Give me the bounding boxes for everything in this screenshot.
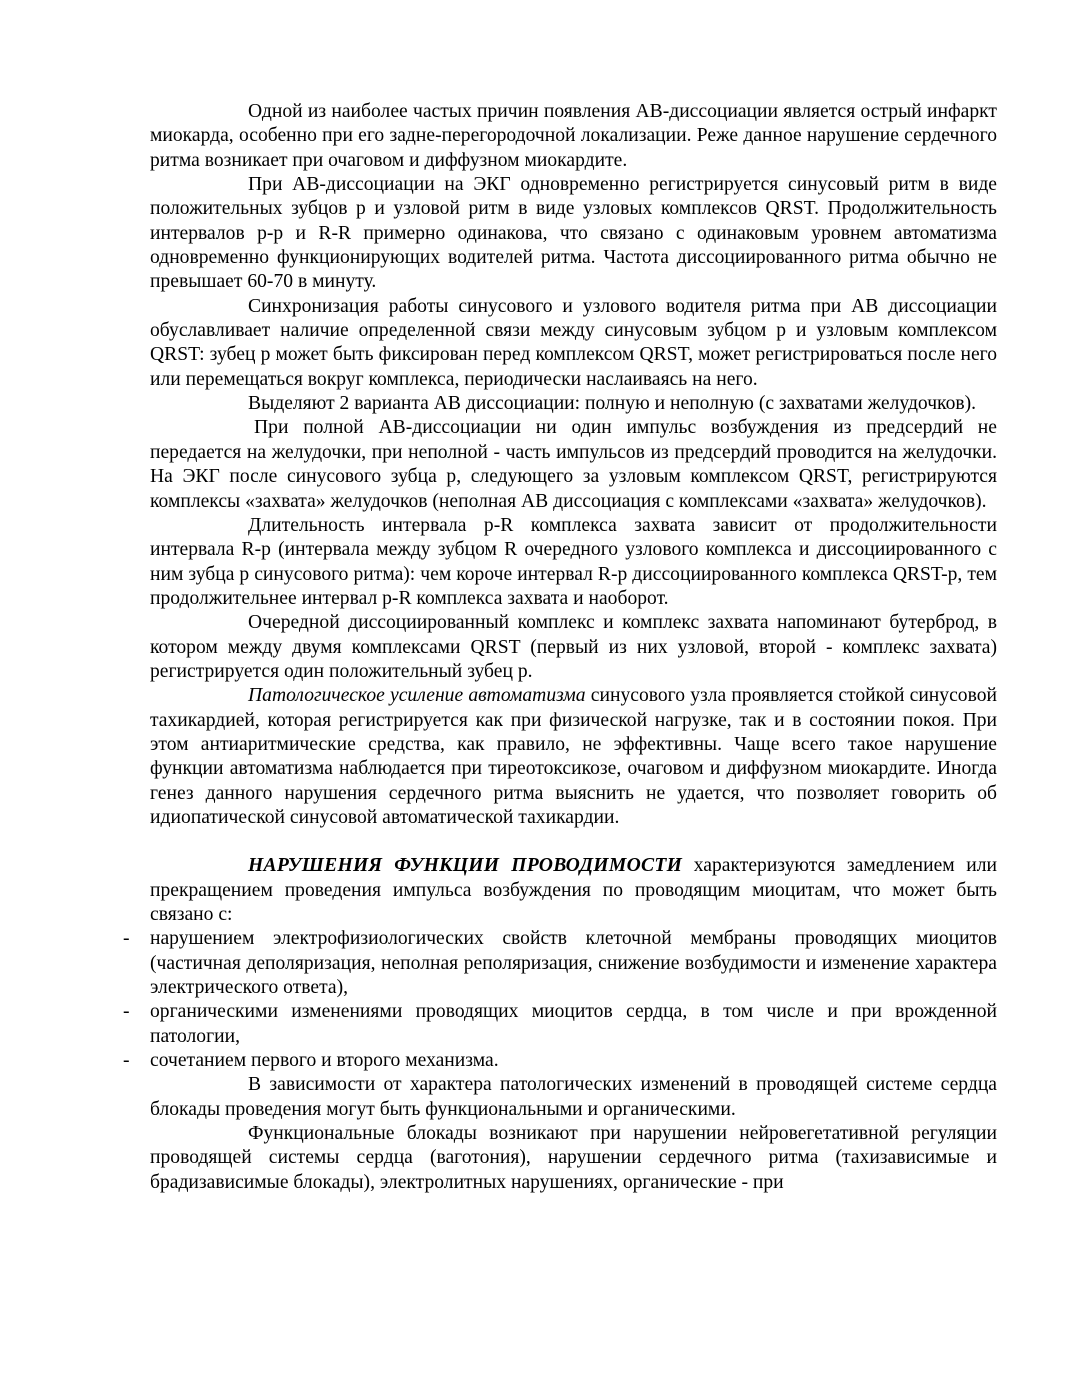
paragraph-block-types: В зависимости от характера патологических изменений в проводящей системе сердца блокады проведения могут быть функциональными и органическими. <box>150 1074 997 1120</box>
list-marker: - <box>123 1050 130 1072</box>
paragraph-conduction-disorders <box>150 854 997 927</box>
paragraph-sandwich: Очередной диссоциированный комплекс и комплекс захвата напоминают бутерброд, в котором между двумя комплексами QRST (первый из них узловой, второй - комплекс захвата) регистрируется один положительный зубец р. <box>150 612 997 682</box>
list-marker: - <box>123 1001 130 1023</box>
document-body <box>123 100 997 1195</box>
paragraph-ecg-findings: При АВ-диссоциации на ЭКГ одновременно регистрируется синусовый ритм в виде положительных зубцов р и узловой ритм в виде узловых комплексов QRST. Продолжительность интервалов р-р и R-R примерно одинакова, что связано с одинаковым уровнем автоматизма одновременно функционирующих водителей ритма. Частота диссоциированного ритма обычно не превышает 60-70 в минуту. <box>150 174 997 293</box>
mechanisms-list <box>123 927 997 1073</box>
paragraph-complete-dissociation: При полной АВ-диссоциации ни один импульс возбуждения из предсердий не передается на желудочки, при неполной - часть импульсов из предсердий проводится на желудочки. На ЭКГ после синусового зубца р, следующего за узловым комплексом QRST, регистрируются комплексы «захвата» желудочков (неполная АВ диссоциация с комплексами «захвата» желудочков). <box>150 417 997 512</box>
paragraph-pathological-automatism <box>150 684 997 830</box>
list-item-text: нарушением электрофизиологических свойств клеточной мембраны проводящих миоцитов (частичная деполяризация, неполная реполяризация, снижение возбудимости и изменение характера электрического ответа), <box>150 928 997 999</box>
list-item-text: органическими изменениями проводящих миоцитов сердца, в том числе и при врожденной патологии, <box>150 1001 997 1047</box>
list-marker: - <box>123 928 130 950</box>
term-pathological-automatism: Патологическое усиление автоматизма <box>248 685 586 707</box>
section-heading-conduction: НАРУШЕНИЯ ФУНКЦИИ ПРОВОДИМОСТИ <box>248 855 683 877</box>
list-item <box>123 1000 997 1049</box>
paragraph-functional-blocks: Функциональные блокады возникают при нарушении нейровегетативной регуляции проводящей системы сердца (ваготония), нарушении сердечного ритма (тахизависимые и брадизависимые блокады), электролитных нарушениях, органические - при <box>150 1123 997 1193</box>
paragraph-capture-interval: Длительность интервала р-R комплекса захвата зависит от продолжительности интервала R-р (интервала между зубцом R очередного узлового комплекса и диссоциированного с ним зубца р синусового ритма): чем короче интервал R-р диссоциированного комплекса QRST-р, тем продолжительнее интервал р-R комплекса захвата и наоборот. <box>150 514 997 609</box>
paragraph-text: характеризуются замедлением или прекращением проведения импульса возбуждения по проводящим миоцитам, что может быть связано с: <box>150 855 997 925</box>
paragraph-text: синусового узла проявляется стойкой синусовой тахикардией, которая регистрируется как при физической нагрузке, так и в состоянии покоя. При этом антиаритмические средства, как правило, не эффективны. Чаще всего такое нарушение функции автоматизма наблюдается при тиреотоксикозе, очаговом и диффузном миокардите. Иногда генез данного нарушения сердечного ритма выяснить не удается, что позволяет говорить об идиопатической синусовой автоматической тахикардии. <box>150 685 997 828</box>
section-gap <box>150 830 997 854</box>
list-item <box>123 927 997 1000</box>
list-item <box>123 1049 997 1073</box>
paragraph-synchronization: Синхронизация работы синусового и узлового водителя ритма при АВ диссоциации обуславливает наличие определенной связи между синусовым зубцом р и узловым комплексом QRST: зубец р может быть фиксирован перед комплексом QRST, может регистрироваться после него или перемещаться вокруг комплекса, периодически наслаиваясь на него. <box>150 295 997 390</box>
paragraph-variants: Выделяют 2 варианта АВ диссоциации: полную и неполную (с захватами желудочков). <box>248 393 977 415</box>
paragraph-av-dissociation-causes: Одной из наиболее частых причин появления АВ-диссоциации является острый инфаркт миокарда, особенно при его задне-перегородочной локализации. Реже данное нарушение сердечного ритма возникает при очаговом и диффузном миокардите. <box>150 101 997 171</box>
list-item-text: сочетанием первого и второго механизма. <box>150 1050 499 1072</box>
